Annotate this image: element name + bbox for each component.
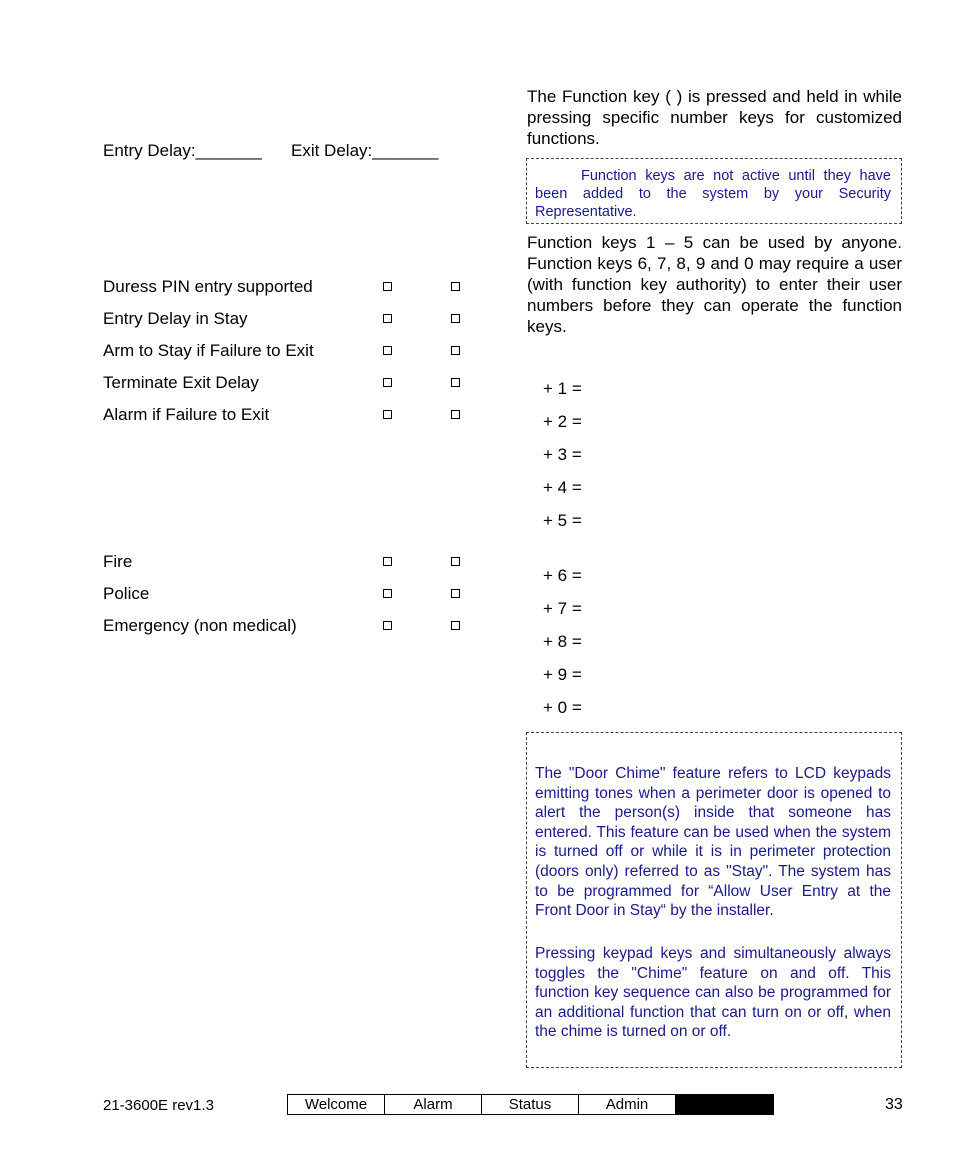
option-label-terminate-exit: Terminate Exit Delay	[103, 373, 259, 392]
alarm-label-emergency: Emergency (non medical)	[103, 616, 297, 635]
alarm-checkbox-emergency-yes[interactable]	[383, 621, 392, 630]
tab-admin[interactable]: Admin	[579, 1095, 676, 1114]
alarm-label-fire: Fire	[103, 552, 133, 571]
document-id: 21-3600E rev1.3	[103, 1097, 214, 1114]
tab-current-section[interactable]	[676, 1095, 773, 1114]
function-key-9: + 9 =	[543, 665, 582, 684]
tab-welcome[interactable]: Welcome	[288, 1095, 385, 1114]
option-checkbox-arm-stay-no[interactable]	[451, 346, 460, 355]
tab-status[interactable]: Status	[482, 1095, 579, 1114]
function-keys-note: Function keys are not active until they have been added to the system by your Security Representative.	[535, 168, 891, 220]
option-label-duress: Duress PIN entry supported	[103, 277, 313, 296]
alarm-checkbox-police-yes[interactable]	[383, 589, 392, 598]
function-key-5: + 5 =	[543, 511, 582, 530]
option-checkbox-arm-stay-yes[interactable]	[383, 346, 392, 355]
option-checkbox-duress-yes[interactable]	[383, 282, 392, 291]
function-keys-usage: Function keys 1 – 5 can be used by anyone. Function keys 6, 7, 8, 9 and 0 may require a user (with function key authority) to enter their user numbers before they can operate the function keys.	[527, 233, 902, 336]
footer-section-tabs	[287, 1094, 774, 1115]
alarm-checkbox-fire-no[interactable]	[451, 557, 460, 566]
alarm-label-police: Police	[103, 584, 150, 603]
function-key-8: + 8 =	[543, 632, 582, 651]
door-chime-toggle-description: Pressing keypad keys and simultaneously always toggles the "Chime" feature on and off. This function key sequence can also be programmed for an additional function that can turn on or off, when the chime is turned on or off.	[535, 945, 891, 1041]
function-key-0: + 0 =	[543, 698, 582, 717]
option-checkbox-duress-no[interactable]	[451, 282, 460, 291]
function-keys-note-box	[526, 158, 902, 224]
function-key-3: + 3 =	[543, 445, 582, 464]
function-key-intro: The Function key ( ) is pressed and held in while pressing specific number keys for customized functions.	[527, 87, 902, 148]
function-key-1: + 1 =	[543, 379, 582, 398]
function-key-7: + 7 =	[543, 599, 582, 618]
option-label-arm-stay: Arm to Stay if Failure to Exit	[103, 341, 314, 360]
option-checkbox-terminate-exit-no[interactable]	[451, 378, 460, 387]
option-label-entry-delay-stay: Entry Delay in Stay	[103, 309, 248, 328]
alarm-checkbox-police-no[interactable]	[451, 589, 460, 598]
option-label-alarm-failure: Alarm if Failure to Exit	[103, 405, 270, 424]
option-checkbox-entry-delay-stay-no[interactable]	[451, 314, 460, 323]
page-number: 33	[885, 1096, 903, 1113]
option-checkbox-alarm-failure-no[interactable]	[451, 410, 460, 419]
entry-delay-field: Entry Delay:_______	[103, 141, 262, 160]
function-key-4: + 4 =	[543, 478, 582, 497]
door-chime-note-box	[526, 732, 902, 1068]
alarm-checkbox-emergency-no[interactable]	[451, 621, 460, 630]
function-key-2: + 2 =	[543, 412, 582, 431]
option-checkbox-terminate-exit-yes[interactable]	[383, 378, 392, 387]
option-checkbox-alarm-failure-yes[interactable]	[383, 410, 392, 419]
alarm-checkbox-fire-yes[interactable]	[383, 557, 392, 566]
door-chime-description: The "Door Chime" feature refers to LCD keypads emitting tones when a perimeter door is opened to alert the person(s) inside that someone has entered. This feature can be used when the system is turned off or while it is in perimeter protection (doors only) referred to as "Stay". The system has to be programmed for “Allow User Entry at the Front Door in Stay“ by the installer.	[535, 765, 891, 920]
option-checkbox-entry-delay-stay-yes[interactable]	[383, 314, 392, 323]
function-key-6: + 6 =	[543, 566, 582, 585]
exit-delay-field: Exit Delay:_______	[291, 141, 439, 160]
tab-alarm[interactable]: Alarm	[385, 1095, 482, 1114]
